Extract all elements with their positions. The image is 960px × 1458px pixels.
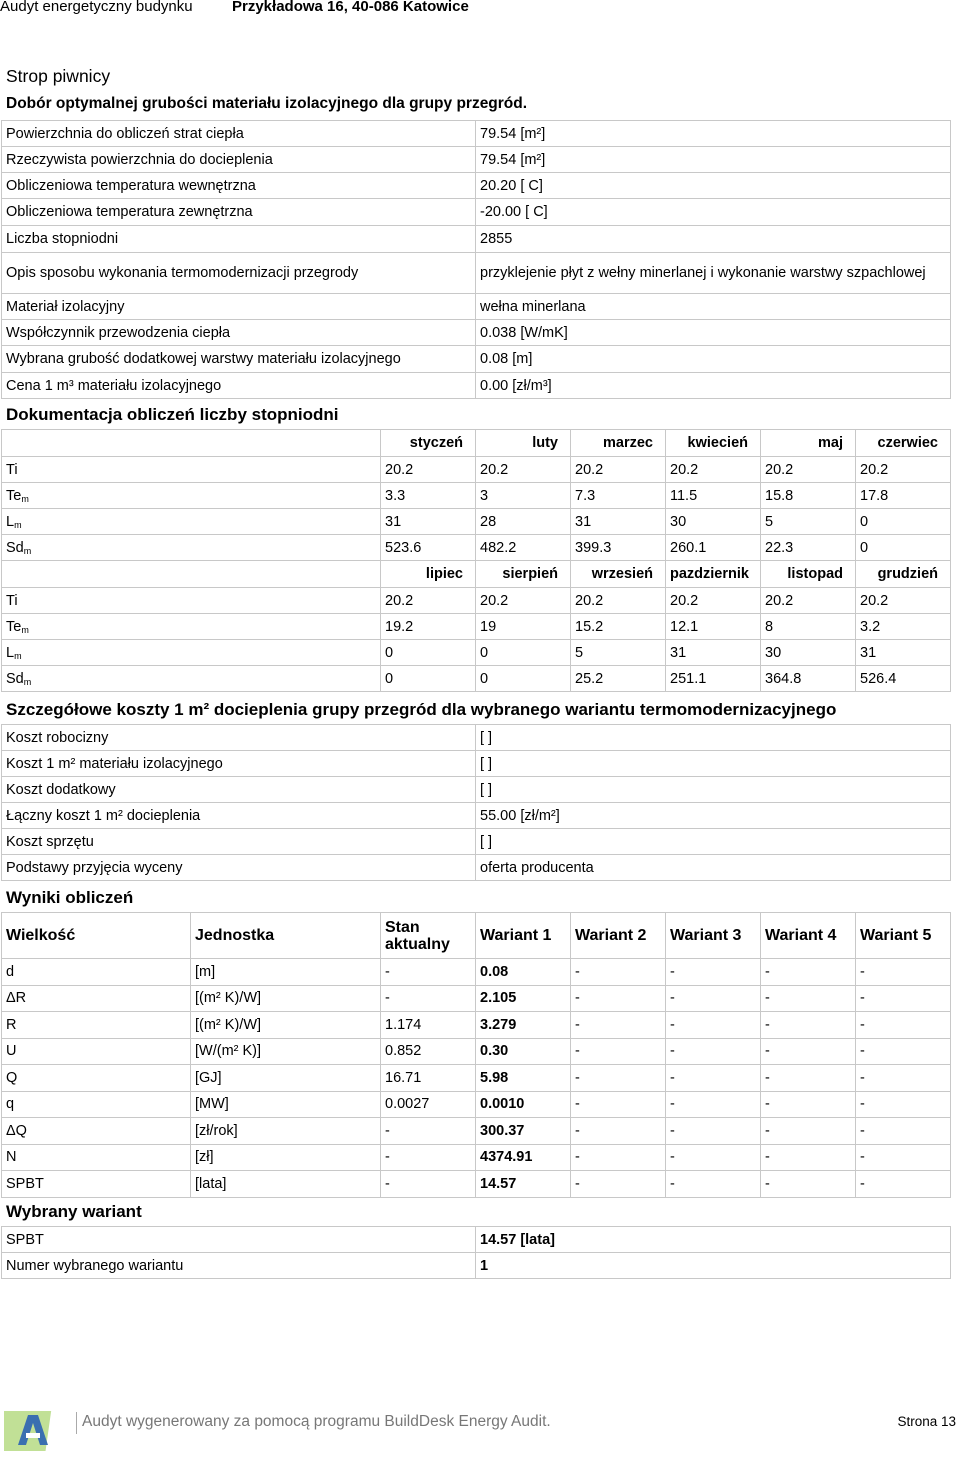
param-value: 0.00 [zł/m³]: [476, 373, 951, 399]
results-row: [2, 1012, 951, 1039]
results-header: Wariant 4: [761, 913, 856, 959]
results-cell: -: [571, 959, 666, 986]
degree-days-row-label: [2, 457, 381, 483]
degree-days-value: 0: [856, 535, 951, 561]
month-header: grudzień: [856, 561, 951, 588]
param-value: 0.08 [m]: [476, 346, 951, 373]
results-row: [2, 1171, 951, 1198]
results-row: [2, 985, 951, 1012]
degree-days-value: 260.1: [666, 535, 761, 561]
results-cell: 300.37: [476, 1118, 571, 1145]
degree-days-value: 0: [381, 640, 476, 666]
results-header: Wariant 1: [476, 913, 571, 959]
results-row: [2, 959, 951, 986]
results-cell: -: [571, 1144, 666, 1171]
degree-days-value: 0: [381, 666, 476, 692]
degree-days-value: 20.2: [856, 588, 951, 614]
degree-days-value: 31: [381, 509, 476, 535]
degree-days-value: 20.2: [666, 588, 761, 614]
results-cell: -: [666, 1118, 761, 1145]
param-value: 79.54 [m²]: [476, 121, 951, 147]
row-symbol: Ti: [6, 592, 18, 609]
results-cell: -: [571, 1171, 666, 1198]
selected-value: 1: [476, 1253, 951, 1279]
degree-days-value: 5: [571, 640, 666, 666]
results-cell: -: [761, 1091, 856, 1118]
cost-value: [ ]: [476, 777, 951, 803]
degree-days-value: 30: [666, 509, 761, 535]
degree-days-row-label: [2, 483, 381, 509]
results-cell: -: [381, 985, 476, 1012]
results-cell: -: [666, 1171, 761, 1198]
cost-label: Koszt robocizny: [2, 725, 476, 751]
param-row: [2, 226, 951, 253]
degree-days-value: 11.5: [666, 483, 761, 509]
results-cell: -: [856, 1012, 951, 1039]
month-header: styczeń: [381, 430, 476, 457]
results-header-row: [2, 913, 951, 959]
results-cell: [m]: [191, 959, 381, 986]
degree-days-value: 0: [476, 640, 571, 666]
row-subscript: m: [23, 545, 32, 556]
results-cell: -: [761, 1038, 856, 1065]
results-cell: -: [666, 1012, 761, 1039]
selected-value: 14.57 [lata]: [476, 1227, 951, 1253]
address: Przykładowa 16, 40-086 Katowice: [232, 0, 469, 15]
results-cell: -: [666, 1091, 761, 1118]
degree-days-row: [2, 614, 951, 640]
results-cell: -: [761, 1065, 856, 1092]
degree-days-value: 20.2: [856, 457, 951, 483]
row-symbol: Sd: [6, 670, 24, 687]
results-row: [2, 1038, 951, 1065]
cost-row: [2, 725, 951, 751]
degree-days-row: [2, 535, 951, 561]
results-header: Jednostka: [191, 913, 381, 959]
cost-label: Łączny koszt 1 m² docieplenia: [2, 803, 476, 829]
cost-value: 55.00 [zł/m²]: [476, 803, 951, 829]
results-row: [2, 1065, 951, 1092]
row-symbol: Ti: [6, 461, 18, 478]
results-cell: 0.30: [476, 1038, 571, 1065]
costs-title: Szczegółowe koszty 1 m² docieplenia grupy przegród dla wybranego wariantu termomodernizacyjnego: [6, 700, 837, 719]
degree-days-value: 20.2: [761, 588, 856, 614]
param-row: [2, 199, 951, 226]
month-header-blank: [2, 430, 381, 457]
degree-days-value: 19.2: [381, 614, 476, 640]
selected-variant-table: [1, 1226, 951, 1279]
degree-days-value: 15.2: [571, 614, 666, 640]
results-cell: 0.0027: [381, 1091, 476, 1118]
param-label: Rzeczywista powierzchnia do docieplenia: [2, 147, 476, 173]
results-cell: [(m² K)/W]: [191, 1012, 381, 1039]
month-header: czerwiec: [856, 430, 951, 457]
row-subscript: m: [14, 519, 22, 530]
results-table: [1, 912, 951, 1198]
results-cell: -: [761, 959, 856, 986]
param-value: 79.54 [m²]: [476, 147, 951, 173]
results-cell: -: [571, 1038, 666, 1065]
results-cell: -: [666, 1038, 761, 1065]
row-symbol: Te: [6, 487, 22, 504]
page-header: [0, 0, 960, 18]
results-row: [2, 1091, 951, 1118]
row-subscript: m: [23, 676, 32, 687]
results-cell: -: [381, 1144, 476, 1171]
month-header: marzec: [571, 430, 666, 457]
degree-days-row: [2, 640, 951, 666]
results-cell: -: [761, 1012, 856, 1039]
degree-days-value: 19: [476, 614, 571, 640]
degree-days-value: 7.3: [571, 483, 666, 509]
month-header: wrzesień: [571, 561, 666, 588]
results-header: Wariant 3: [666, 913, 761, 959]
selected-title: Wybrany wariant: [6, 1202, 142, 1221]
results-cell: -: [761, 1144, 856, 1171]
degree-days-row: [2, 666, 951, 692]
param-label: Współczynnik przewodzenia ciepła: [2, 320, 476, 346]
results-cell: -: [761, 985, 856, 1012]
footer-text: Audyt wygenerowany za pomocą programu BuildDesk Energy Audit.: [82, 1413, 551, 1430]
results-cell: 16.71: [381, 1065, 476, 1092]
results-cell: -: [856, 1091, 951, 1118]
results-cell: -: [856, 1038, 951, 1065]
results-cell: -: [856, 1171, 951, 1198]
cost-label: Koszt sprzętu: [2, 829, 476, 855]
degree-days-value: 28: [476, 509, 571, 535]
month-header: maj: [761, 430, 856, 457]
results-cell: -: [856, 1144, 951, 1171]
cost-row: [2, 803, 951, 829]
row-symbol: L: [6, 644, 15, 661]
app-title: Audyt energetyczny budynku: [0, 0, 193, 15]
param-label: Powierzchnia do obliczeń strat ciepła: [2, 121, 476, 147]
results-cell: [W/(m² K)]: [191, 1038, 381, 1065]
results-title: Wyniki obliczeń: [6, 888, 134, 907]
page-number: Strona 13: [897, 1414, 956, 1429]
results-cell: -: [381, 959, 476, 986]
degree-days-value: 399.3: [571, 535, 666, 561]
row-subscript: m: [21, 624, 29, 635]
results-cell: -: [571, 1091, 666, 1118]
degree-days-value: 523.6: [381, 535, 476, 561]
row-subscript: m: [14, 650, 22, 661]
cost-row: [2, 751, 951, 777]
degree-days-value: 5: [761, 509, 856, 535]
month-header: kwiecień: [666, 430, 761, 457]
cost-value: oferta producenta: [476, 855, 951, 881]
cost-value: [ ]: [476, 725, 951, 751]
degree-days-value: 20.2: [381, 588, 476, 614]
degree-days-value: 31: [856, 640, 951, 666]
param-value: 2855: [476, 226, 951, 253]
degree-days-row: [2, 457, 951, 483]
degree-days-row-label: [2, 509, 381, 535]
params-table: [1, 120, 951, 399]
param-value: przyklejenie płyt z wełny minerlanej i wykonanie warstwy szpachlowej: [476, 253, 951, 294]
results-cell: q: [2, 1091, 191, 1118]
results-cell: 3.279: [476, 1012, 571, 1039]
param-row: [2, 173, 951, 199]
degree-days-row-label: [2, 588, 381, 614]
results-cell: 4374.91: [476, 1144, 571, 1171]
builddesk-logo: [4, 1405, 56, 1453]
month-header: sierpień: [476, 561, 571, 588]
degree-days-value: 31: [571, 509, 666, 535]
results-cell: 1.174: [381, 1012, 476, 1039]
param-label: Obliczeniowa temperatura wewnętrzna: [2, 173, 476, 199]
degree-days-value: 12.1: [666, 614, 761, 640]
degree-days-value: 3.2: [856, 614, 951, 640]
param-row: [2, 373, 951, 399]
degree-days-value: 25.2: [571, 666, 666, 692]
results-row: [2, 1118, 951, 1145]
results-cell: -: [761, 1118, 856, 1145]
degree-days-value: 251.1: [666, 666, 761, 692]
degree-days-value: 20.2: [761, 457, 856, 483]
degree-days-row: [2, 588, 951, 614]
param-label: Wybrana grubość dodatkowej warstwy materiału izolacyjnego: [2, 346, 476, 373]
degree-days-row-label: [2, 640, 381, 666]
param-row: [2, 346, 951, 373]
degree-days-value: 0: [476, 666, 571, 692]
results-cell: -: [571, 1118, 666, 1145]
param-row: [2, 253, 951, 294]
costs-table: [1, 724, 951, 881]
month-header: listopad: [761, 561, 856, 588]
degree-days-value: 20.2: [571, 457, 666, 483]
results-cell: 0.08: [476, 959, 571, 986]
results-cell: ΔR: [2, 985, 191, 1012]
results-cell: ΔQ: [2, 1118, 191, 1145]
row-subscript: m: [21, 493, 29, 504]
degree-days-title: Dokumentacja obliczeń liczby stopniodni: [6, 405, 339, 424]
cost-value: [ ]: [476, 829, 951, 855]
results-cell: -: [381, 1118, 476, 1145]
param-row: [2, 320, 951, 346]
param-label: Obliczeniowa temperatura zewnętrzna: [2, 199, 476, 226]
results-cell: -: [381, 1171, 476, 1198]
results-cell: -: [856, 959, 951, 986]
results-row: [2, 1144, 951, 1171]
degree-days-value: 8: [761, 614, 856, 640]
month-header: luty: [476, 430, 571, 457]
degree-days-value: 20.2: [381, 457, 476, 483]
degree-days-value: 22.3: [761, 535, 856, 561]
results-cell: [(m² K)/W]: [191, 985, 381, 1012]
results-cell: N: [2, 1144, 191, 1171]
degree-days-row-label: [2, 666, 381, 692]
selected-row: [2, 1227, 951, 1253]
degree-days-value: 20.2: [476, 457, 571, 483]
degree-days-row-label: [2, 614, 381, 640]
degree-days-value: 15.8: [761, 483, 856, 509]
results-cell: U: [2, 1038, 191, 1065]
results-cell: -: [856, 985, 951, 1012]
results-cell: 5.98: [476, 1065, 571, 1092]
results-cell: d: [2, 959, 191, 986]
degree-days-value: 526.4: [856, 666, 951, 692]
cost-row: [2, 829, 951, 855]
degree-days-value: 20.2: [666, 457, 761, 483]
results-cell: -: [571, 985, 666, 1012]
cost-label: Koszt dodatkowy: [2, 777, 476, 803]
month-header: pazdziernik: [666, 561, 761, 588]
degree-days-value: 482.2: [476, 535, 571, 561]
results-cell: -: [856, 1118, 951, 1145]
param-label: Materiał izolacyjny: [2, 294, 476, 320]
results-cell: 0.0010: [476, 1091, 571, 1118]
degree-days-row: [2, 483, 951, 509]
results-cell: -: [666, 1065, 761, 1092]
param-row: [2, 294, 951, 320]
page-subtitle: Dobór optymalnej grubości materiału izolacyjnego dla grupy przegród.: [6, 95, 528, 112]
param-value: 20.20 [ C]: [476, 173, 951, 199]
selected-row: [2, 1253, 951, 1279]
results-cell: -: [856, 1065, 951, 1092]
cost-value: [ ]: [476, 751, 951, 777]
results-header: Wielkość: [2, 913, 191, 959]
month-header-row: [2, 561, 951, 588]
results-cell: [lata]: [191, 1171, 381, 1198]
results-cell: 14.57: [476, 1171, 571, 1198]
cost-row: [2, 777, 951, 803]
results-header: Wariant 5: [856, 913, 951, 959]
results-cell: -: [571, 1012, 666, 1039]
month-header: lipiec: [381, 561, 476, 588]
results-header: Wariant 2: [571, 913, 666, 959]
degree-days-table: [1, 429, 951, 692]
results-cell: SPBT: [2, 1171, 191, 1198]
results-cell: 2.105: [476, 985, 571, 1012]
param-value: wełna minerlana: [476, 294, 951, 320]
selected-label: SPBT: [2, 1227, 476, 1253]
param-label: Liczba stopniodni: [2, 226, 476, 253]
results-cell: -: [666, 1144, 761, 1171]
results-cell: [zł/rok]: [191, 1118, 381, 1145]
degree-days-value: 364.8: [761, 666, 856, 692]
results-cell: -: [571, 1065, 666, 1092]
results-header: Stan aktualny: [381, 913, 476, 959]
results-cell: [GJ]: [191, 1065, 381, 1092]
results-cell: -: [666, 985, 761, 1012]
results-cell: Q: [2, 1065, 191, 1092]
param-row: [2, 121, 951, 147]
results-cell: 0.852: [381, 1038, 476, 1065]
results-cell: [MW]: [191, 1091, 381, 1118]
row-symbol: L: [6, 513, 15, 530]
param-label: Opis sposobu wykonania termomodernizacji przegrody: [2, 253, 476, 294]
param-label: Cena 1 m³ materiału izolacyjnego: [2, 373, 476, 399]
degree-days-value: 20.2: [571, 588, 666, 614]
param-value: -20.00 [ C]: [476, 199, 951, 226]
degree-days-row-label: [2, 535, 381, 561]
row-symbol: Sd: [6, 539, 24, 556]
cost-row: [2, 855, 951, 881]
cost-label: Podstawy przyjęcia wyceny: [2, 855, 476, 881]
degree-days-row: [2, 509, 951, 535]
results-cell: R: [2, 1012, 191, 1039]
degree-days-value: 31: [666, 640, 761, 666]
degree-days-value: 30: [761, 640, 856, 666]
degree-days-value: 3.3: [381, 483, 476, 509]
degree-days-value: 3: [476, 483, 571, 509]
param-row: [2, 147, 951, 173]
param-value: 0.038 [W/mK]: [476, 320, 951, 346]
month-header-row: [2, 430, 951, 457]
row-symbol: Te: [6, 618, 22, 635]
results-cell: [zł]: [191, 1144, 381, 1171]
results-cell: -: [761, 1171, 856, 1198]
results-cell: -: [666, 959, 761, 986]
month-header-blank: [2, 561, 381, 588]
page-title: Strop piwnicy: [6, 66, 111, 86]
selected-label: Numer wybranego wariantu: [2, 1253, 476, 1279]
degree-days-value: 17.8: [856, 483, 951, 509]
cost-label: Koszt 1 m² materiału izolacyjnego: [2, 751, 476, 777]
degree-days-value: 0: [856, 509, 951, 535]
degree-days-value: 20.2: [476, 588, 571, 614]
